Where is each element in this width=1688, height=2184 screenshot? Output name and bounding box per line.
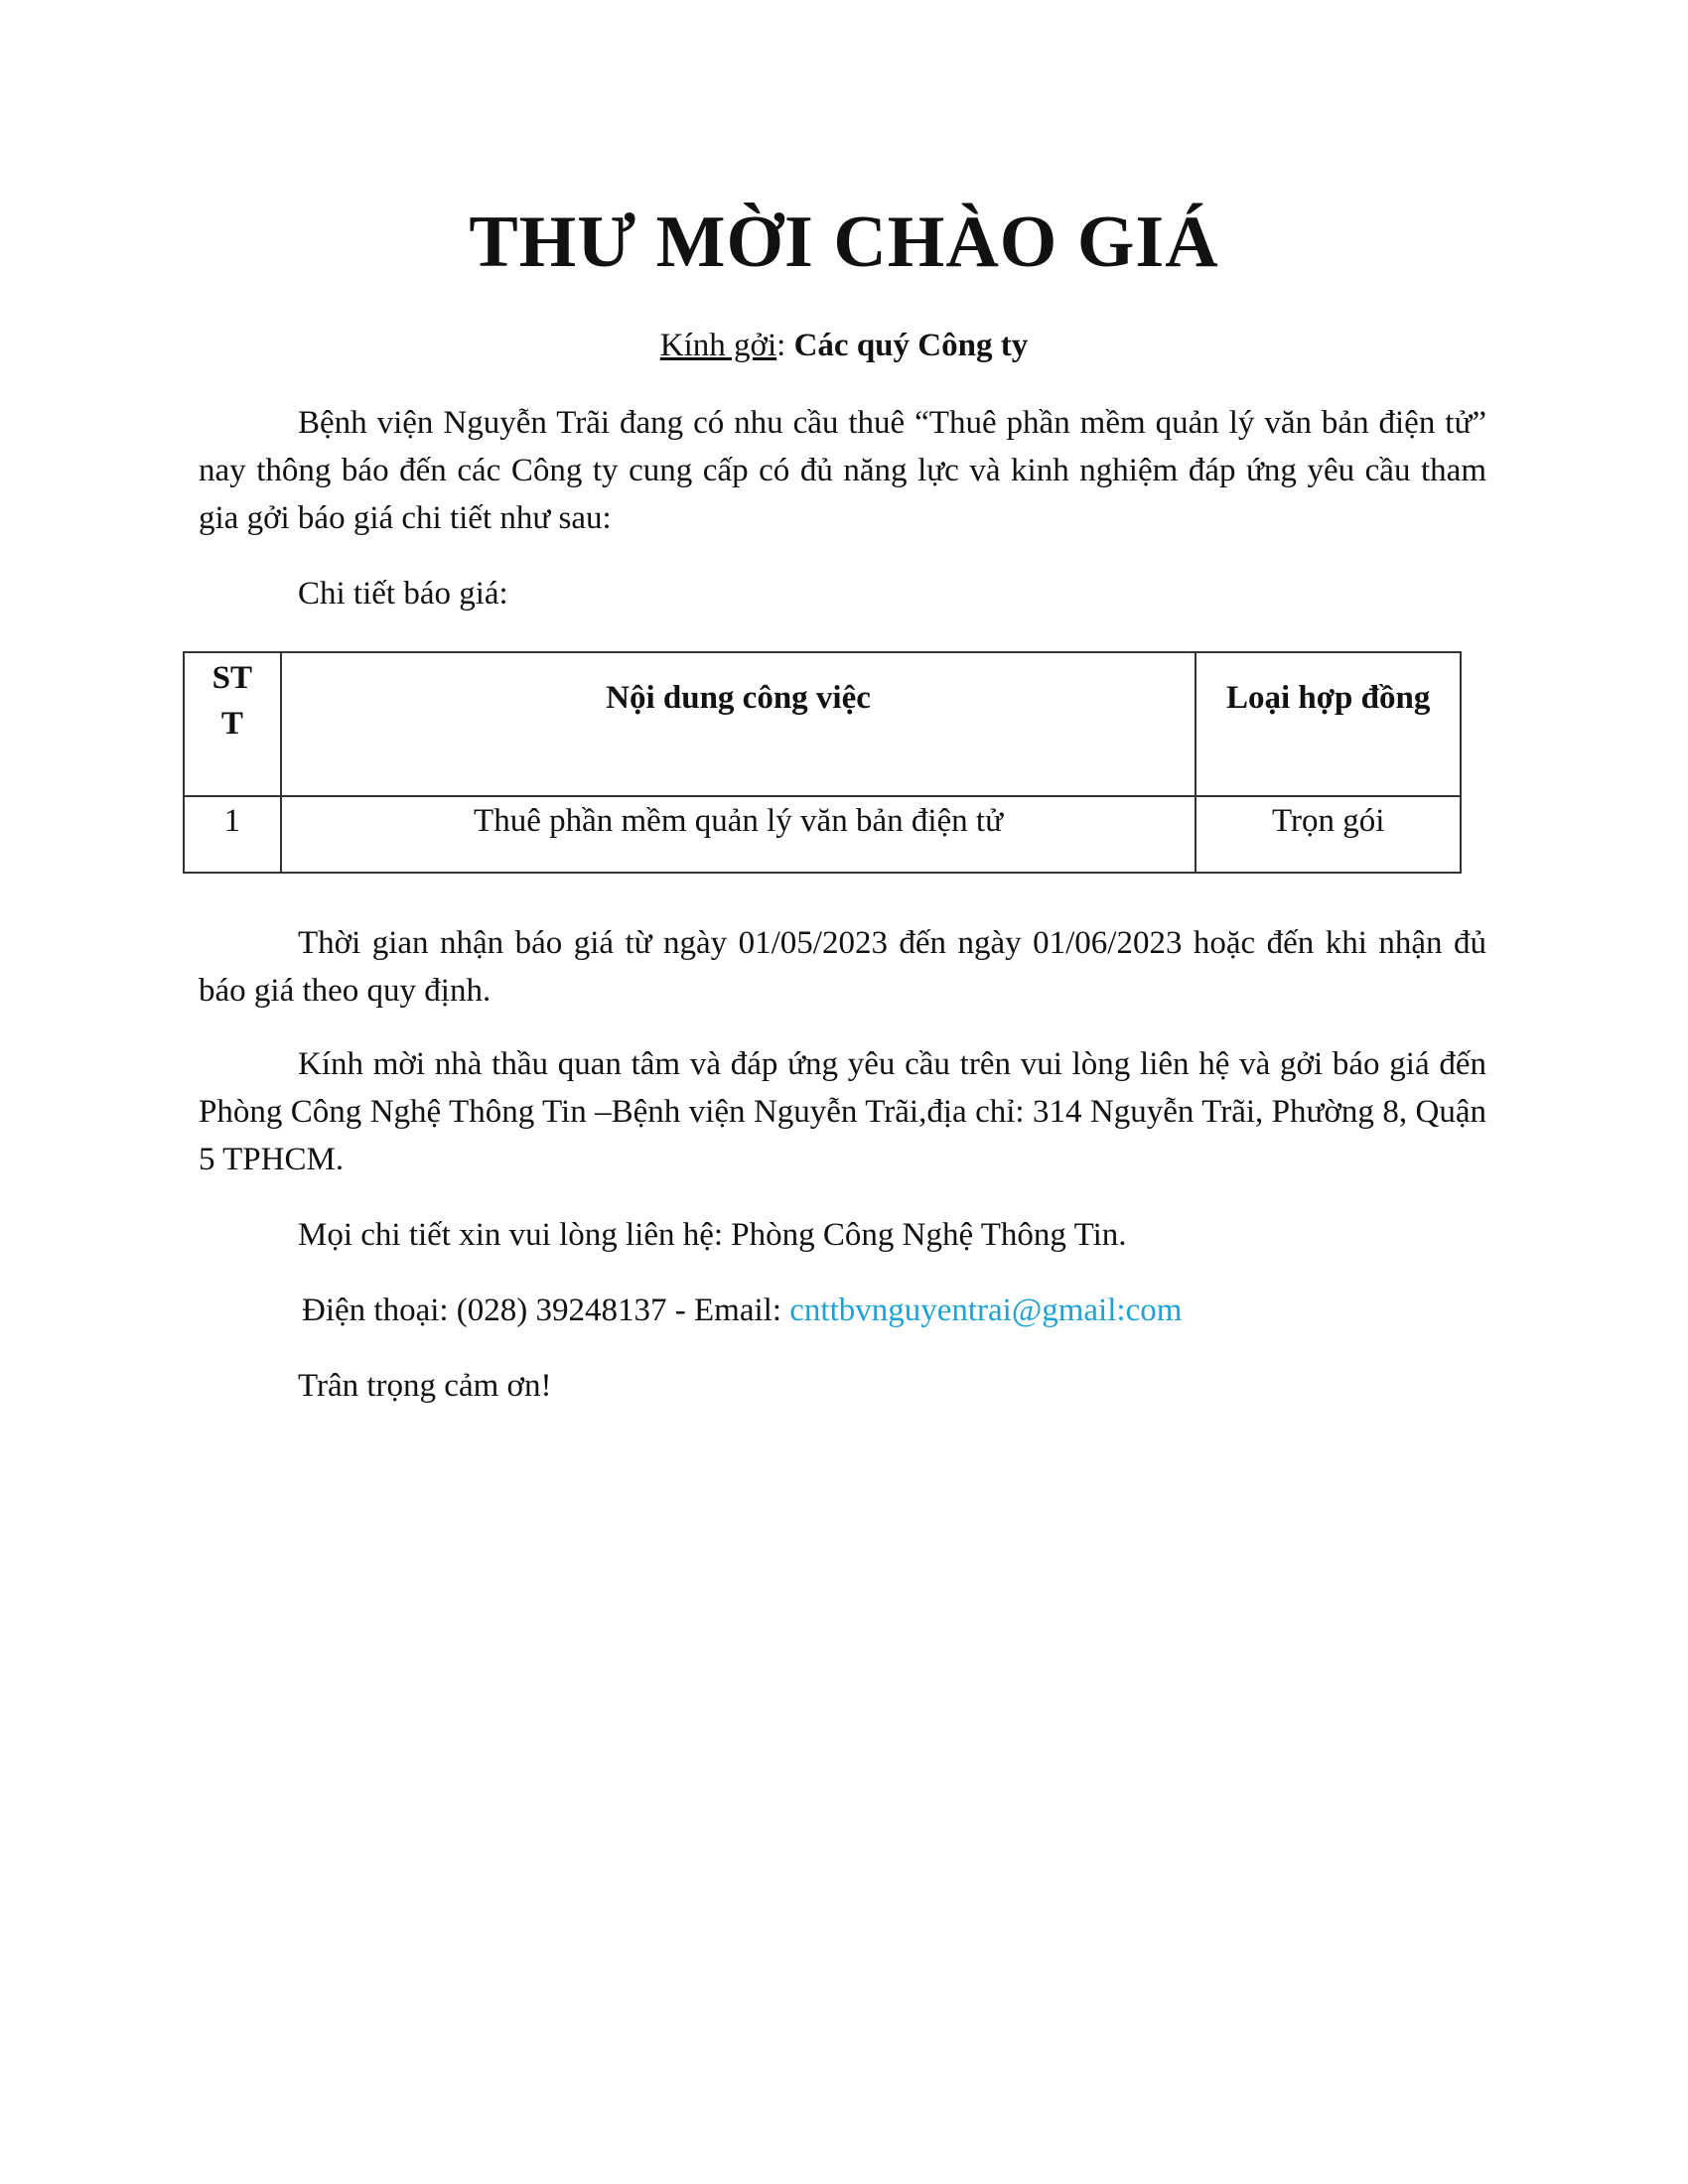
contact-paragraph: Mọi chi tiết xin vui lòng liên hệ: Phòng Công Nghệ Thông Tin.: [298, 1217, 1127, 1253]
phone-text: Điện thoại: (028) 39248137 - Email:: [302, 1293, 790, 1328]
time-paragraph: Thời gian nhận báo giá từ ngày 01/05/2023 đến ngày 01/06/2023 hoặc đến khi nhận đủ báo giá theo quy định.: [199, 925, 1486, 1009]
header-content: Nội dung công việc: [281, 652, 1196, 796]
email-link[interactable]: cnttbvnguyentrai@gmail:com: [789, 1293, 1183, 1328]
cell-contract-type: Trọn gói: [1196, 796, 1461, 873]
phone-email-line: [199, 1287, 1486, 1334]
header-contract-type: Loại hợp đồng: [1196, 652, 1461, 796]
quote-table: [183, 651, 1462, 874]
cell-content: Thuê phần mềm quản lý văn bản điện tử: [281, 796, 1196, 873]
salutation-recipient: Các quý Công ty: [793, 328, 1029, 363]
header-stt: ST T: [184, 652, 281, 796]
table-row: [184, 796, 1461, 873]
thanks-paragraph: Trân trọng cảm ơn!: [298, 1368, 552, 1404]
invite-paragraph: Kính mời nhà thầu quan tâm và đáp ứng yêu cầu trên vui lòng liên hệ và gởi báo giá đến Phòng Công Nghệ Thông Tin –Bệnh viện Nguyễn Trãi,địa chỉ: 314 Nguyễn Trãi, Phường 8, Quận 5 TPHCM.: [199, 1046, 1486, 1177]
cell-stt: 1: [184, 796, 281, 873]
document-title: THƯ MỜI CHÀO GIÁ: [469, 202, 1219, 283]
intro-paragraph: Bệnh viện Nguyễn Trãi đang có nhu cầu thuê “Thuê phần mềm quản lý văn bản điện tử” nay thông báo đến các Công ty cung cấp có đủ năng lực và kinh nghiệm đáp ứng yêu cầu tham gia gởi báo giá chi tiết như sau:: [199, 405, 1486, 536]
salutation-separator: :: [776, 328, 794, 363]
table-header-row: [184, 652, 1461, 796]
detail-heading: Chi tiết báo giá:: [298, 576, 508, 612]
salutation-label: Kính gởi: [659, 328, 777, 363]
salutation: [0, 324, 1688, 367]
